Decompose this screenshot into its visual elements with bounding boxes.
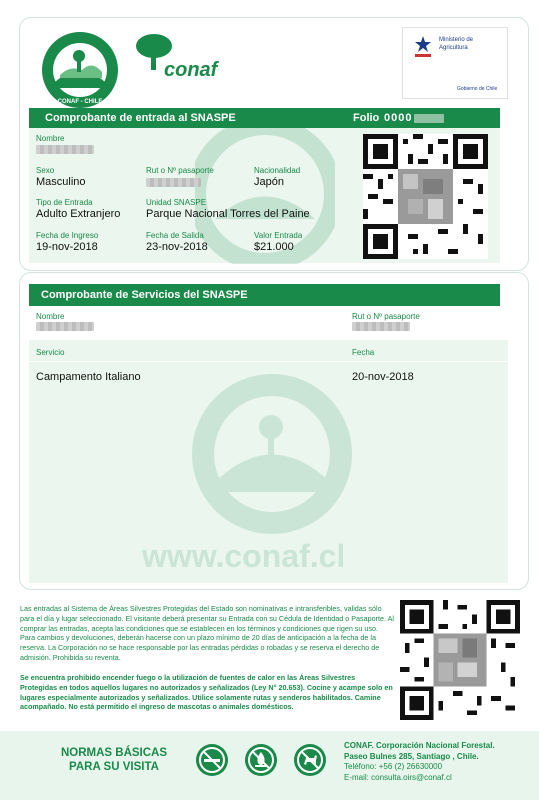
sexo-label: Sexo [36, 166, 55, 175]
footer-contact [344, 741, 495, 783]
services-band-title: Comprobante de Servicios del SNASPE [41, 289, 248, 301]
ministry-logo [402, 27, 508, 99]
folio-value: 0000 [384, 112, 413, 124]
service-row-date: 20-nov-2018 [352, 371, 414, 383]
no-fire-icon [245, 744, 277, 776]
servicio-header: Servicio [36, 348, 65, 357]
folio-label: Folio [353, 112, 380, 124]
folio-redacted [414, 114, 444, 123]
nombre-redacted [36, 145, 94, 154]
conaf-logo [132, 32, 222, 82]
tipo-value: Adulto Extranjero [36, 208, 121, 220]
nacionalidad-value: Japón [254, 176, 284, 188]
legal-paragraph-2: Se encuentra prohibido encender fuego o la utilización de fuentes de calor en las Áreas Silvestres Protegidas en todos aquellos lugares no autorizados y señalizados (Ley N° 20.653). Cocine y acampe solo en lugares especialmente autorizados y señalizados. Utilice solamente rutas y senderos habilitados. Camine acompañado. No está permitido el ingreso de mascotas o animales domésticos. [20, 673, 393, 712]
nacionalidad-label: Nacionalidad [254, 166, 301, 175]
watermark-url: www.conaf.cl [142, 538, 346, 574]
salida-label: Fecha de Salida [146, 231, 204, 240]
footer-org-name: CONAF. Corporación Nacional Forestal. [344, 741, 495, 750]
tipo-label: Tipo de Entrada [36, 198, 93, 207]
normas-line-2: PARA SU VISITA [69, 761, 159, 773]
footer-address: Paseo Bulnes 285, Santiago , Chile. [344, 751, 479, 761]
services-rut-label: Rut o Nº pasaporte [352, 312, 420, 321]
conaf-seal-logo [40, 30, 120, 110]
table-header-divider [29, 361, 508, 362]
nombre-label: Nombre [36, 134, 65, 143]
sexo-value: Masculino [36, 176, 86, 188]
valor-value: $21.000 [254, 241, 294, 253]
services-watermark-seal [190, 372, 355, 537]
footer-qr-code [400, 600, 520, 720]
svg-text:CONAF - CHILE: CONAF - CHILE [57, 99, 103, 105]
no-pets-icon [294, 744, 326, 776]
valor-label: Valor Entrada [254, 231, 303, 240]
ingreso-value: 19-nov-2018 [36, 241, 98, 253]
services-rut-redacted [352, 322, 410, 331]
entry-band-title: Comprobante de entrada al SNASPE [45, 112, 236, 124]
services-nombre-redacted [36, 322, 94, 331]
rut-label: Rut o Nº pasaporte [146, 166, 214, 175]
services-header-band [29, 284, 500, 306]
svg-text:conaf: conaf [164, 59, 218, 81]
salida-value: 23-nov-2018 [146, 241, 208, 253]
normas-line-1: NORMAS BÁSICAS [60, 747, 168, 759]
gov-label: Gobierno de Chile [457, 86, 498, 92]
unidad-label: Unidad SNASPE [146, 198, 207, 207]
normas-title [54, 746, 174, 774]
ministry-name: Ministerio de Agricultura [439, 37, 474, 51]
entry-qr-code [363, 134, 488, 259]
service-row-name: Campamento Italiano [36, 371, 141, 383]
no-smoking-icon [196, 744, 228, 776]
ingreso-label: Fecha de Ingreso [36, 231, 99, 240]
legal-paragraph-1: Las entradas al Sistema de Áreas Silvestres Protegidas del Estado son nominativas e intransferibles, validas sólo para el día y lugar seleccionado. El visitante deberá presentar su Entrada con su Cédula de Identidad o Pasaporte. Al comprar las entradas, acepta las condiciones que se establecen en los términos y condiciones que rigen su uso. Para cambios y devoluciones, deberán hacerse con un plazo mínimo de 20 días de anticipación a la fecha de la reserva. La Corporación no se hace responsable por las entradas pérdidas o robadas y se reserva el derecho de admisión. Prohibida su reventa. [20, 604, 394, 662]
footer-phone: Teléfono: +56 (2) 26630000 [344, 762, 443, 771]
footer-email[interactable]: E-mail: consulta.oirs@conaf.cl [344, 772, 452, 782]
fecha-header: Fecha [352, 348, 375, 357]
unidad-value: Parque Nacional Torres del Paine [146, 208, 310, 220]
services-nombre-label: Nombre [36, 312, 65, 321]
rut-redacted [146, 178, 201, 187]
